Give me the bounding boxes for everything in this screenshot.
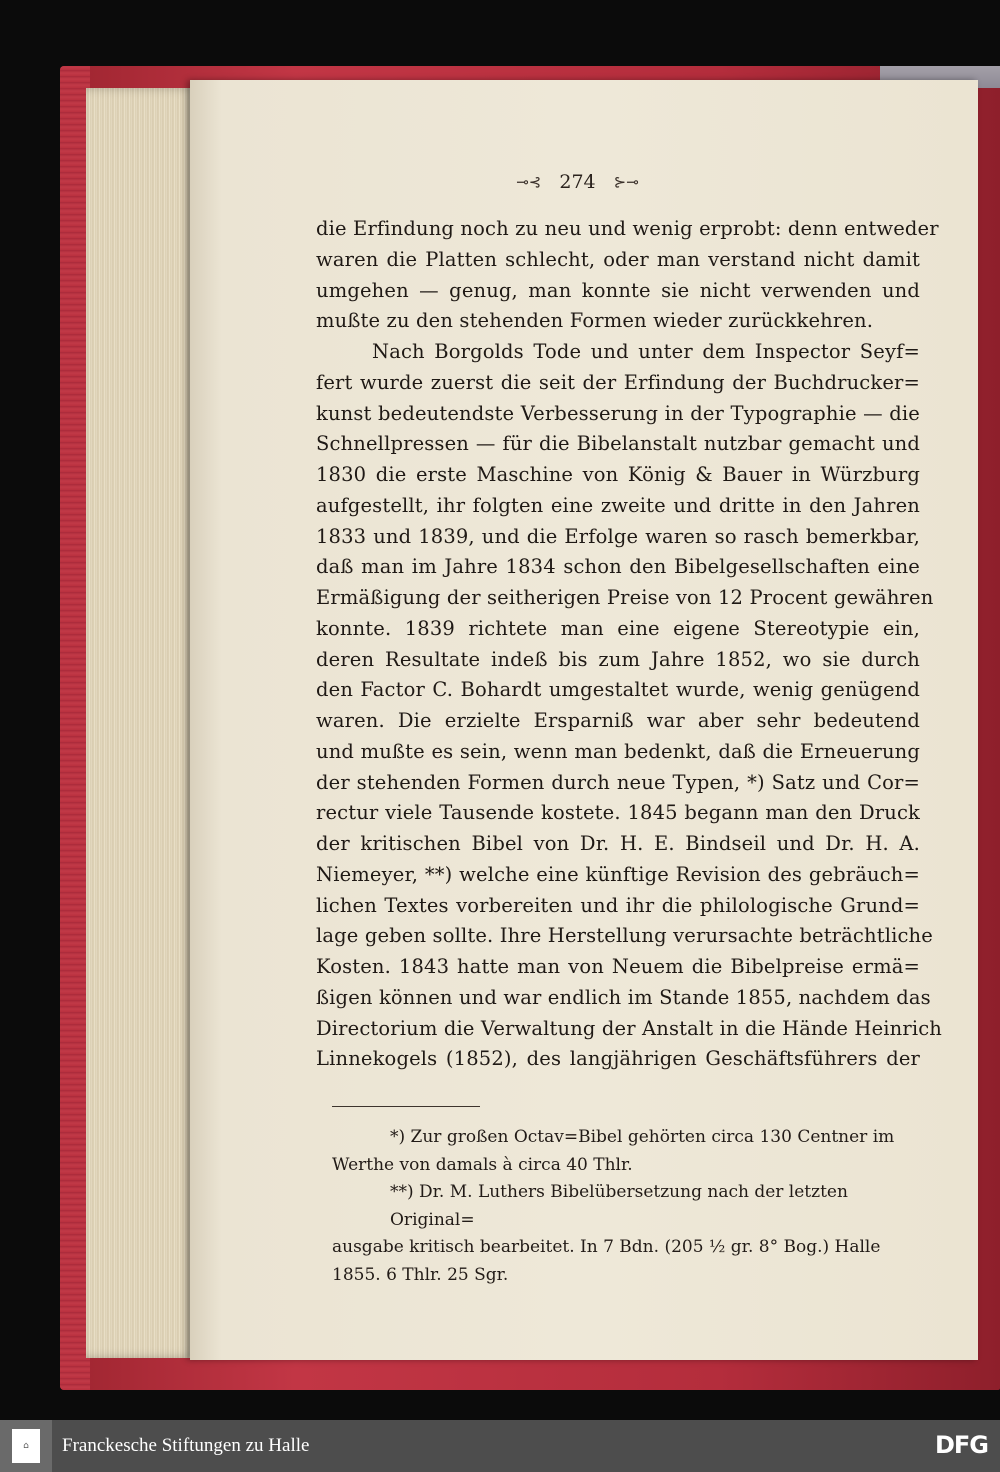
text-line: Linnekogels (1852), des langjährigen Geschäftsführers der bbox=[316, 1047, 920, 1071]
text-line: rectur viele Tausende kostete. 1845 begann man den Druck bbox=[316, 801, 920, 825]
footnotes bbox=[332, 1124, 920, 1289]
text-line: waren die Platten schlecht, oder man verstand nicht damit bbox=[316, 247, 920, 271]
text-line: aufgestellt, ihr folgten eine zweite und dritte in den Jahren bbox=[316, 493, 920, 517]
text-line: lage geben sollte. Ihre Herstellung verursachte beträchtliche bbox=[316, 924, 933, 948]
text-line: 1833 und 1839, und die Erfolge waren so rasch bemerkbar, bbox=[316, 524, 920, 548]
dfg-logo[interactable]: DFG bbox=[934, 1431, 988, 1459]
text-line: der kritischen Bibel von Dr. H. E. Bindseil und Dr. H. A. bbox=[316, 832, 920, 855]
footnote-line: **) Dr. M. Luthers Bibelübersetzung nach der letzten Original= bbox=[390, 1182, 848, 1230]
text-line: den Factor C. Bohardt umgestaltet wurde, wenig genügend bbox=[316, 678, 920, 702]
text-line: ßigen können und war endlich im Stande 1855, nachdem das bbox=[316, 985, 931, 1009]
text-line: Nach Borgolds Tode und unter dem Inspector Seyf= bbox=[372, 340, 920, 363]
institution-logo[interactable] bbox=[0, 1420, 52, 1472]
page-stack-edges bbox=[86, 88, 196, 1358]
footnote-line: ausgabe kritisch bearbeitet. In 7 Bdn. (205 ½ gr. 8° Bog.) Halle bbox=[332, 1237, 881, 1257]
text-line: lichen Textes vorbereiten und ihr die philologische Grund= bbox=[316, 893, 920, 917]
ornament-left-icon: ⊸⊰ bbox=[516, 173, 542, 191]
text-line: fert wurde zuerst die seit der Erfindung der Buchdrucker= bbox=[316, 370, 920, 394]
text-line: kunst bedeutendste Verbesserung in der Typographie — die bbox=[316, 401, 920, 425]
page-header bbox=[0, 168, 1000, 196]
text-line: konnte. 1839 richtete man eine eigene Stereotypie ein, bbox=[316, 616, 920, 640]
institution-name[interactable]: Franckesche Stiftungen zu Halle bbox=[62, 1435, 310, 1456]
text-line: Directorium die Verwaltung der Anstalt in die Hände Heinrich bbox=[316, 1016, 943, 1040]
text-line: 1830 die erste Maschine von König & Bauer in Würzburg bbox=[316, 463, 920, 486]
ornament-right-icon: ⊱⊸ bbox=[613, 173, 639, 191]
page-number: 274 bbox=[559, 171, 596, 193]
text-line: mußte zu den stehenden Formen wieder zurückkehren. bbox=[316, 309, 874, 333]
text-line: umgehen — genug, man konnte sie nicht verwenden und bbox=[316, 278, 920, 302]
footnote-divider bbox=[332, 1106, 480, 1107]
viewer-footer-bar bbox=[0, 1420, 1000, 1472]
footnote-line: Werthe von damals à circa 40 Thlr. bbox=[332, 1154, 633, 1175]
text-line: der stehenden Formen durch neue Typen, *) Satz und Cor= bbox=[316, 770, 920, 794]
body-text bbox=[316, 214, 943, 1075]
text-line: und mußte es sein, wenn man bedenkt, daß die Erneuerung bbox=[316, 739, 920, 763]
franckesche-logo-icon: ⌂ bbox=[12, 1429, 40, 1463]
text-line: deren Resultate indeß bis zum Jahre 1852, wo sie durch bbox=[316, 647, 920, 671]
text-line: waren. Die erzielte Ersparniß war aber sehr bedeutend bbox=[316, 709, 920, 732]
text-line: Kosten. 1843 hatte man von Neuem die Bibelpreise ermä= bbox=[316, 955, 920, 978]
footnote-line: *) Zur großen Octav=Bibel gehörten circa 130 Centner im bbox=[390, 1127, 895, 1147]
text-line: daß man im Jahre 1834 schon den Bibelgesellschaften eine bbox=[316, 555, 920, 579]
text-line: Niemeyer, **) welche eine künftige Revision des gebräuch= bbox=[316, 862, 920, 886]
footnote-line: 1855. 6 Thlr. 25 Sgr. bbox=[332, 1264, 509, 1285]
text-line: Schnellpressen — für die Bibelanstalt nutzbar gemacht und bbox=[316, 432, 920, 456]
text-line: die Erfindung noch zu neu und wenig erprobt: denn entweder bbox=[316, 217, 939, 240]
text-line: Ermäßigung der seitherigen Preise von 12 Procent gewähren bbox=[316, 586, 934, 609]
